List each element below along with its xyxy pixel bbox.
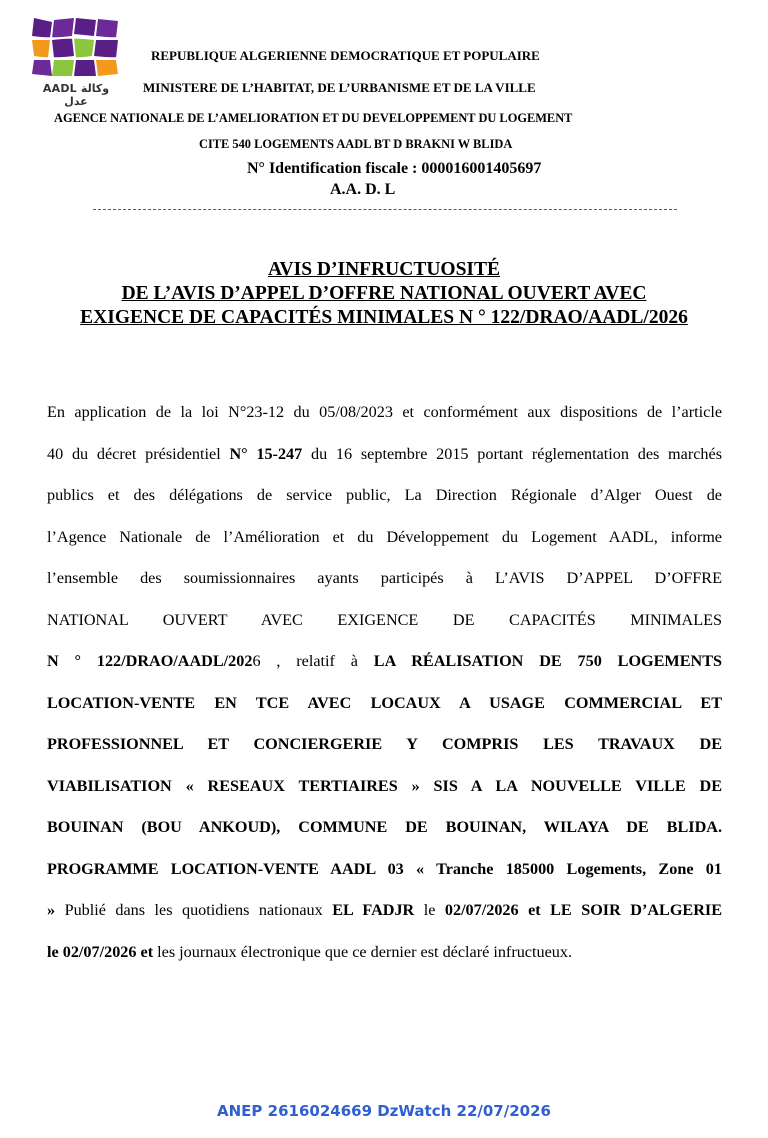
body-line: l’ensemble des soumissionnaires ayants participés à L’AVIS D’APPEL D’OFFRE (47, 569, 722, 587)
body-line: le 02/07/2026 et les journaux électronique que ce dernier est déclaré infructueux. (47, 942, 572, 961)
newspaper-name: EL FADJR (332, 901, 415, 919)
body-line: PROGRAMME LOCATION-VENTE AADL 03 « Tranche 185000 Logements, Zone 01 (47, 859, 722, 878)
body-line: PROFESSIONNEL ET CONCIERGERIE Y COMPRIS LES TRAVAUX DE (47, 735, 722, 753)
body-line: publics et des délégations de service public, La Direction Régionale d’Alger Ouest de (47, 486, 722, 504)
notice-subtitle-2: EXIGENCE DE CAPACITÉS MINIMALES N ° 122/DRAO/AADL/2026 (80, 307, 688, 328)
body-line: LOCATION-VENTE EN TCE AVEC LOCAUX A USAGE COMMERCIAL ET (47, 693, 722, 712)
header-ministry: MINISTERE DE L’HABITAT, DE L’URBANISME ET DE LA VILLE (143, 80, 536, 95)
notice-subtitle-1: DE L’AVIS D’APPEL D’OFFRE NATIONAL OUVERT AVEC (121, 283, 647, 304)
header-acronym: A.A. D. L (330, 181, 396, 198)
body-line: En application de la loi N°23-12 du 05/08/2023 et conformément aux dispositions de l’article (47, 403, 722, 421)
header-fiscal-id: N° Identification fiscale : 000016001405697 (247, 160, 542, 177)
decree-number: N° 15-247 (229, 444, 303, 463)
header-republic: REPUBLIQUE ALGERIENNE DEMOCRATIQUE ET POPULAIRE (151, 48, 540, 63)
body-line: 40 du décret présidentiel N° 15-247 du 16 septembre 2015 portant réglementation des marchés (47, 444, 722, 463)
notice-title: AVIS D’INFRUCTUOSITÉ (267, 259, 501, 280)
body-line: NATIONAL OUVERT AVEC EXIGENCE DE CAPACITÉS MINIMALES (47, 610, 722, 629)
header-address: CITE 540 LOGEMENTS AADL BT D BRAKNI W BLIDA (199, 137, 513, 151)
body-line: N ° 122/DRAO/AADL/2026 , relatif à LA RÉALISATION DE 750 LOGEMENTS (47, 652, 722, 670)
footer-reference: ANEP 2616024669 DzWatch 22/07/2026 (217, 1102, 551, 1120)
aadl-logo-mark (30, 16, 122, 78)
notice-body (47, 392, 722, 973)
body-line: l’Agence Nationale de l’Amélioration et du Développement du Logement AADL, informe (47, 527, 722, 546)
header-agency: AGENCE NATIONALE DE L’AMELIORATION ET DU DEVELOPPEMENT DU LOGEMENT (54, 111, 573, 125)
logo-caption: AADL وكالة عدل (42, 82, 110, 108)
tender-number: N ° 122/DRAO/AADL/202 (47, 652, 253, 670)
body-line: VIABILISATION « RESEAUX TERTIAIRES » SIS A LA NOUVELLE VILLE DE (47, 776, 722, 795)
body-line: BOUINAN (BOU ANKOUD), COMMUNE DE BOUINAN, WILAYA DE BLIDA. (47, 818, 722, 836)
body-line: » Publié dans les quotidiens nationaux EL FADJR le 02/07/2026 et LE SOIR D’ALGERIE (47, 901, 722, 919)
header-separator (93, 209, 677, 210)
